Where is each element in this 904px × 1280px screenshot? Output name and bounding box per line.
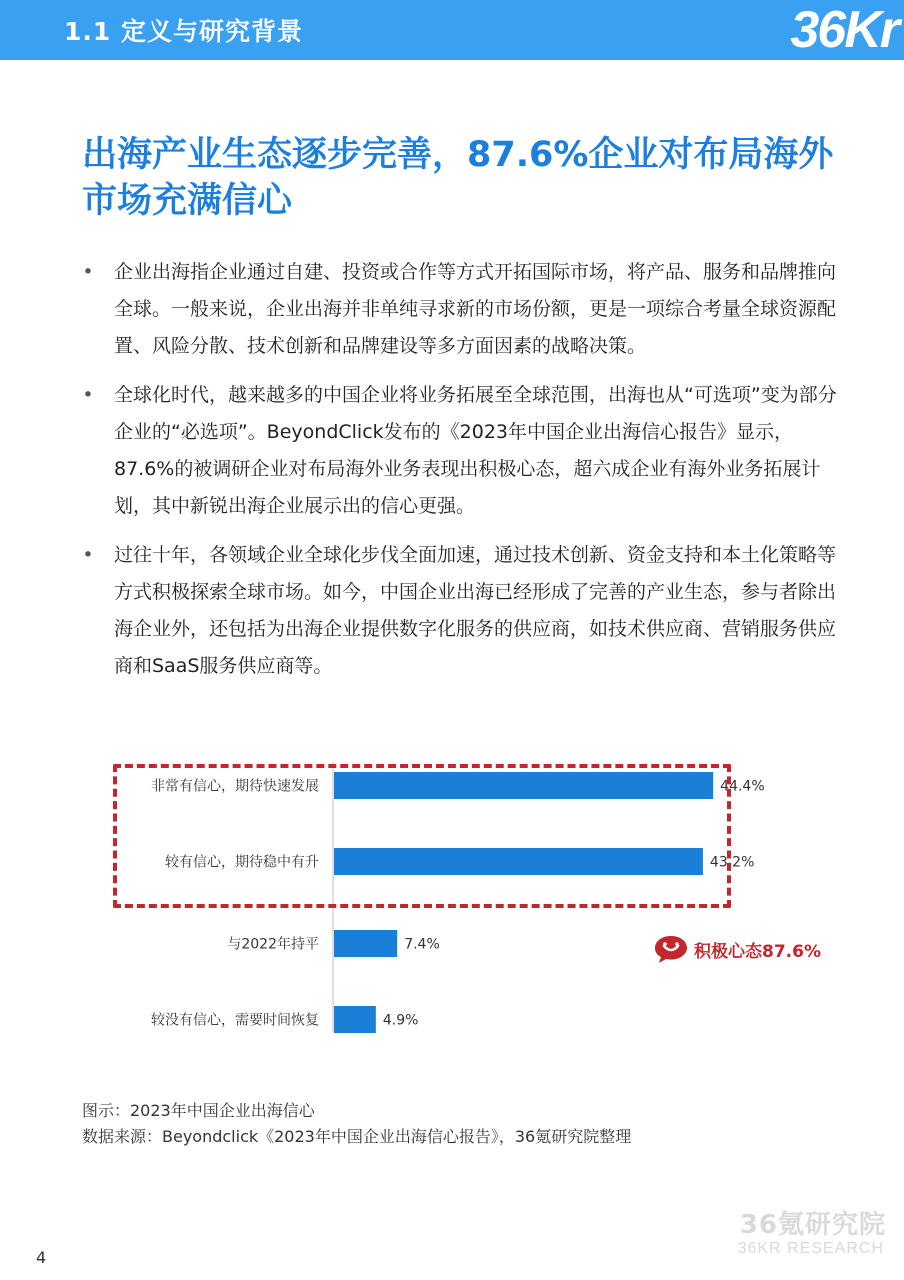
brand-logo: 36Kr	[790, 1, 898, 59]
bullet-text: 全球化时代，越来越多的中国企业将业务拓展至全球范围，出海也从“可选项”变为部分企业的“必选项”。BeyondClick发布的《2023年中国企业出海信心报告》显示，87.6%的被调研企业对布局海外业务表现出积极心态，超六成企业有海外业务拓展计划，其中新锐出海企业展示出的信心更强。	[114, 384, 837, 517]
figure-caption	[82, 1098, 862, 1150]
watermark-en: 36KR RESEARCH	[737, 1240, 884, 1257]
positive-callout	[652, 933, 821, 965]
page-headline: 出海产业生态逐步完善，87.6%企业对布局海外市场充满信心	[82, 135, 834, 221]
page-number: 4	[36, 1248, 47, 1267]
bar	[334, 930, 397, 957]
data-source: 数据来源：Beyondclick《2023年中国企业出海信心报告》，36氪研究院整理	[82, 1127, 632, 1146]
bullet-item	[78, 537, 838, 685]
watermark-cn: 36氪研究院	[739, 1210, 886, 1240]
value-label: 43.2%	[709, 854, 755, 871]
header-bar	[0, 0, 904, 60]
callout-text: 积极心态87.6%	[694, 941, 821, 962]
category-label: 较没有信心，需要时间恢复	[151, 1012, 319, 1029]
section-title: 1.1 定义与研究背景	[64, 17, 303, 46]
bullet-marker: •	[82, 261, 94, 283]
confidence-chart	[0, 750, 904, 1070]
bullet-marker: •	[82, 384, 94, 406]
value-label: 4.9%	[382, 1012, 419, 1029]
bullet-marker: •	[82, 544, 94, 566]
category-label: 较有信心，期待稳中有升	[165, 854, 319, 871]
bullet-text: 过往十年，各领域企业全球化步伐全面加速，通过技术创新、资金支持和本土化策略等方式积极探索全球市场。如今，中国企业出海已经形成了完善的产业生态，参与者除出海企业外，还包括为出海企业提供数字化服务的供应商，如技术供应商、营销服务供应商和SaaS服务供应商等。	[114, 544, 837, 677]
value-label: 44.4%	[720, 778, 765, 795]
figure-title: 图示：2023年中国企业出海信心	[82, 1101, 315, 1120]
bullet-list	[78, 254, 838, 697]
bullet-text: 企业出海指企业通过自建、投资或合作等方式开拓国际市场，将产品、服务和品牌推向全球。一般来说，企业出海并非单纯寻求新的市场份额，更是一项综合考量全球资源配置、风险分散、技术创新和品牌建设等多方面因素的战略决策。	[114, 261, 837, 357]
highlight-box	[113, 764, 731, 908]
bullet-item	[78, 254, 838, 365]
category-label: 与2022年持平	[227, 936, 319, 953]
speech-heart-icon	[652, 933, 690, 965]
bullet-item	[78, 377, 838, 525]
bar	[334, 1006, 376, 1033]
category-label: 非常有信心，期待快速发展	[151, 778, 319, 795]
value-label: 7.4%	[404, 936, 440, 953]
